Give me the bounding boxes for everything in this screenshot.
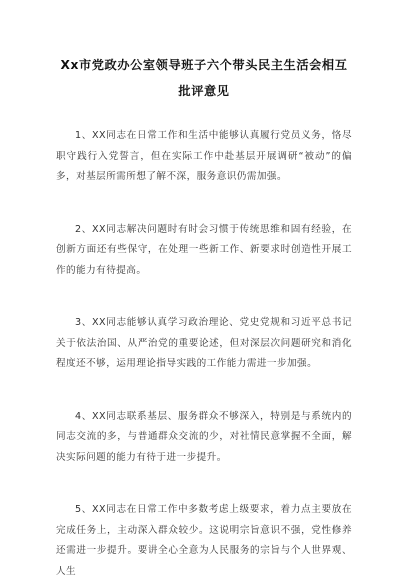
paragraph-2: 2、XX同志解决问题时有时会习惯于传统思维和固有经验，在创新方面还有些保守，在处理一些新工作、新要求时创造性开展工作的能力有待提高。 (56, 223, 352, 276)
paragraph-4: 4、XX同志联系基层、服务群众不够深入，特别是与系统内的同志交流的多，与普通群众交流的少，对社情民意掌握不全面，解决实际问题的能力有待于进一步提升。 (56, 410, 352, 463)
document-body (56, 126, 352, 582)
paragraph-5: 5、XX同志在日常工作中多数考虑上级要求，着力点主要放在完成任务上，主动深入群众较少。这说明宗旨意识不强，党性修养还需进一步提升。要讲全心全意为人民服务的宗旨与个人世界观、人生 (56, 504, 352, 577)
paragraph-3: 3、XX同志能够认真学习政治理论、党史党规和习近平总书记关于依法治国、从严治党的重要论述，但对深层次问题研究和消化程度还不够，运用理论指导实践的工作能力需进一步加强。 (56, 317, 352, 369)
paragraph-1: 1、XX同志在日常工作和生活中能够认真履行党员义务，恪尽职守践行入党誓言，但在实际工作中赴基层开展调研“被动”的偏多，对基层所需所想了解不深，服务意识仍需加强。 (56, 130, 352, 182)
document-title: Xx市党政办公室领导班子六个带头民主生活会相互批评意见 (60, 58, 348, 98)
